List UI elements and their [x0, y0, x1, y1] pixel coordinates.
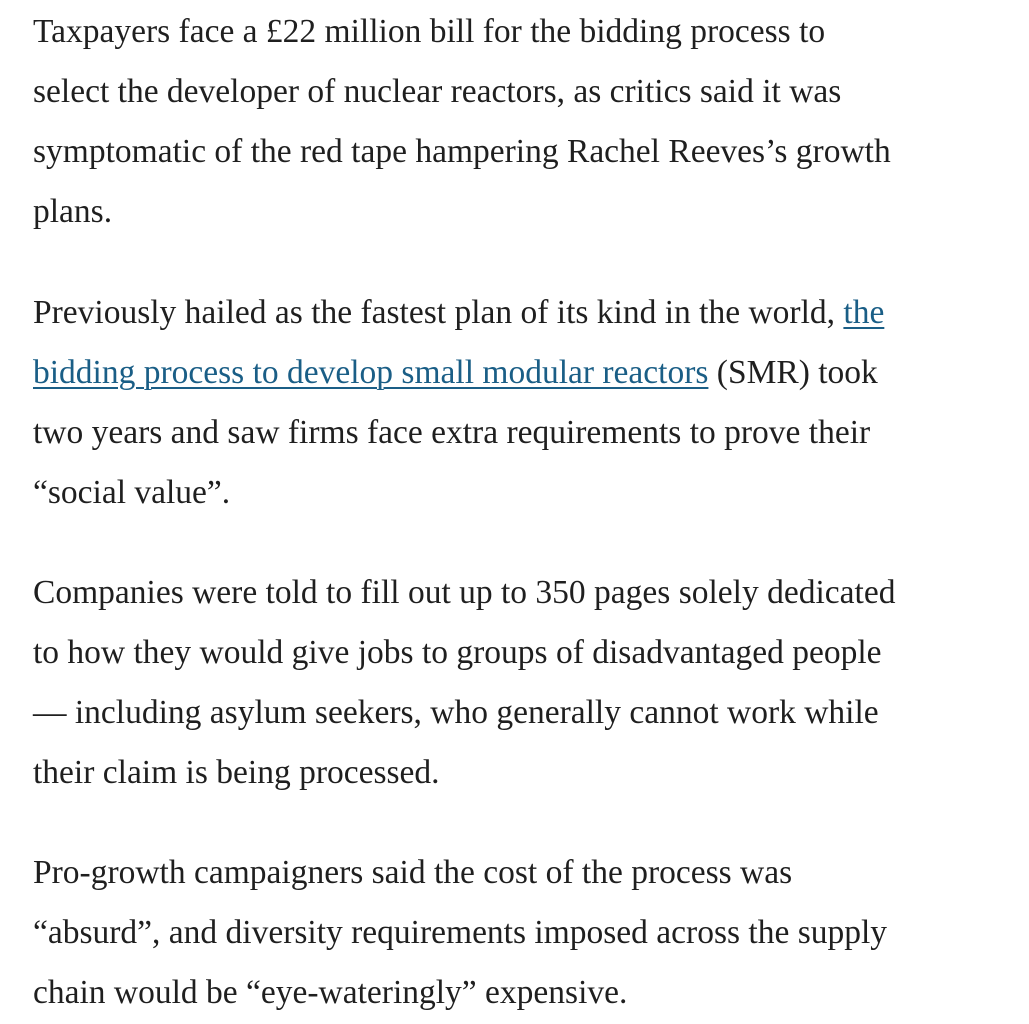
paragraph-2-line-4: “social value”.: [33, 474, 231, 511]
paragraph-2-line-2: [33, 343, 993, 403]
paragraph-4-line-1: Pro-growth campaigners said the cost of the process was: [33, 854, 793, 891]
paragraph-3-line-4: their claim is being processed.: [33, 754, 440, 791]
paragraph-4-line-2: “absurd”, and diversity requirements imposed across the supply: [33, 914, 888, 951]
paragraph-2-line-3: two years and saw firms face extra requirements to prove their: [33, 414, 871, 451]
paragraph-1-line-1: Taxpayers face a £22 million bill for the bidding process to: [33, 13, 826, 50]
smr-bidding-link-part-1[interactable]: the: [843, 294, 885, 331]
paragraph-2-line-1: [33, 283, 993, 343]
paragraph-1-line-3: symptomatic of the red tape hampering Rachel Reeves’s growth: [33, 133, 891, 170]
paragraph-3: [33, 563, 993, 803]
paragraph-3-line-1: Companies were told to fill out up to 350 pages solely dedicated: [33, 574, 896, 611]
paragraph-1-line-4: plans.: [33, 193, 113, 230]
paragraph-2-text-after-link: (SMR) took: [708, 354, 878, 391]
paragraph-3-line-3: — including asylum seekers, who generally cannot work while: [33, 694, 879, 731]
paragraph-4: [33, 843, 993, 1023]
paragraph-3-line-2: to how they would give jobs to groups of disadvantaged people: [33, 634, 882, 671]
paragraph-1: [33, 2, 993, 242]
paragraph-1-line-2: select the developer of nuclear reactors, as critics said it was: [33, 73, 842, 110]
smr-bidding-link-part-2[interactable]: bidding process to develop small modular reactors: [33, 354, 709, 391]
paragraph-4-line-3: chain would be “eye-wateringly” expensive.: [33, 974, 628, 1011]
paragraph-2-text-before-link: Previously hailed as the fastest plan of its kind in the world,: [33, 294, 844, 331]
paragraph-2: [33, 283, 993, 523]
